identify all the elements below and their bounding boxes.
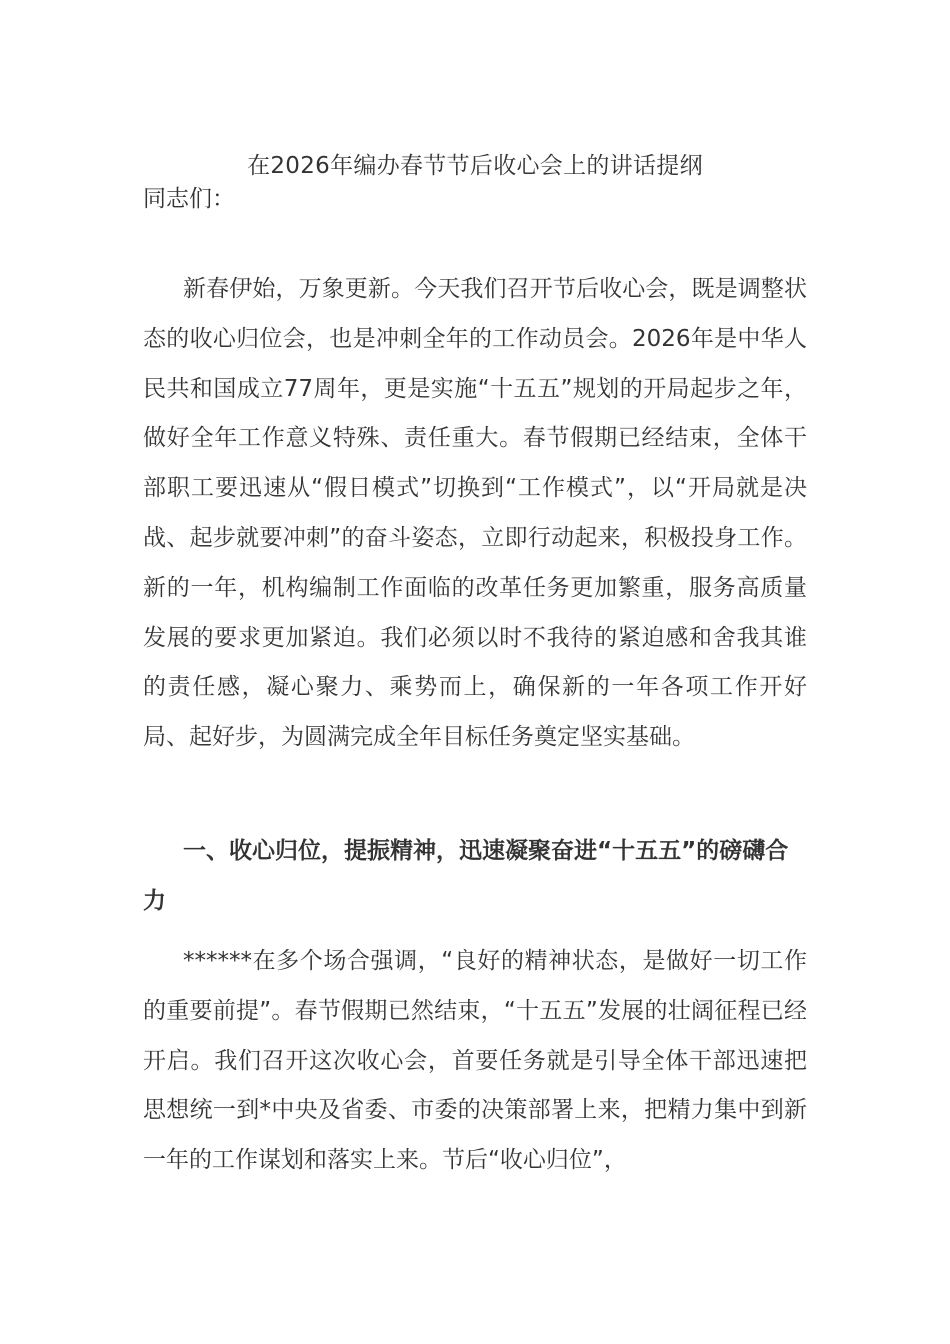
intro-paragraph: 新春伊始，万象更新。今天我们召开节后收心会，既是调整状态的收心归位会，也是冲刺全年的工作动员会。2026年是中华人民共和国成立77周年，更是实施“十五五”规划的开局起步之年，做好全年工作意义特殊、责任重大。春节假期已经结束，全体干部职工要迅速从“假日模式”切换到“工作模式”，以“开局就是决战、起步就要冲刺”的奋斗姿态，立即行动起来，积极投身工作。新的一年，机构编制工作面临的改革任务更加繁重，服务高质量发展的要求更加紧迫。我们必须以时不我待的紧迫感和舍我其谁的责任感，凝心聚力、乘势而上，确保新的一年各项工作开好局、起好步，为圆满完成全年目标任务奠定坚实基础。 [143, 276, 807, 751]
section-1-paragraph: ******在多个场合强调，“良好的精神状态，是做好一切工作的重要前提”。春节假期已然结束，“十五五”发展的壮阔征程已经开启。我们召开这次收心会，首要任务就是引导全体干部迅速把思想统一到*中央及省委、市委的决策部署上来，把精力集中到新一年的工作谋划和落实上来。节后“收心归位”， [143, 948, 807, 1174]
salutation: 同志们： [143, 186, 235, 212]
section-heading-1: 一、收心归位，提振精神，迅速凝聚奋进“十五五”的磅礴合力 [143, 838, 789, 914]
document-title: 在2026年编办春节节后收心会上的讲话提纲 [247, 153, 703, 179]
